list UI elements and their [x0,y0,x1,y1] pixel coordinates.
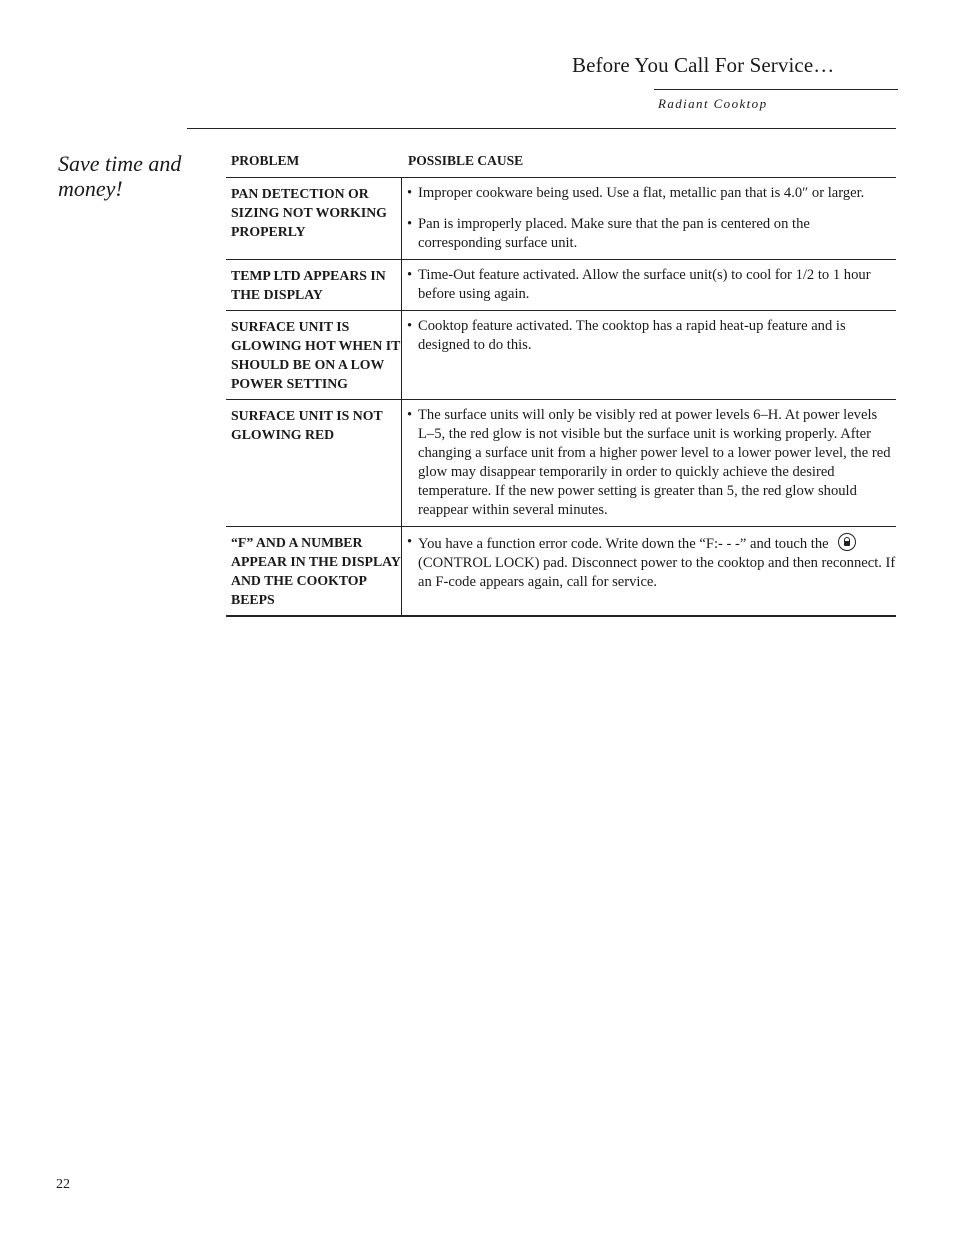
troubleshooting-table [226,151,896,617]
cause-item: • Cooktop feature activated. The cooktop has a rapid heat-up feature and is designed to do this. [407,317,896,355]
cause-cell [402,178,896,259]
cause-cell [402,311,896,399]
problem-cell: “F” AND A NUMBER APPEAR IN THE DISPLAY AND THE COOKTOP BEEPS [226,527,402,615]
cause-cell [402,400,896,526]
table-header [226,151,896,178]
table-row [226,311,896,400]
column-header-cause: POSSIBLE CAUSE [408,153,524,168]
cause-item [407,533,896,592]
problem-cell: TEMP LTD APPEARS IN THE DISPLAY [226,260,402,310]
header-divider [654,89,898,90]
section-divider [187,128,896,129]
problem-cell: SURFACE UNIT IS NOT GLOWING RED [226,400,402,526]
problem-cell: PAN DETECTION OR SIZING NOT WORKING PROPERLY [226,178,402,259]
cause-item: • The surface units will only be visibly red at power levels 6–H. At power levels L–5, the red glow is not visible but the surface unit is working properly. After changing a surface unit from a higher power level to a lower power level, the red glow may disappear temporarily in order to quickly achieve the desired temperature. If the new power setting is greater than 5, the red glow should reappear within several minutes. [407,406,896,520]
page-header-subtitle: Radiant Cooktop [658,96,768,111]
table-row [226,527,896,617]
cause-cell [402,260,896,310]
page-number: 22 [56,1177,70,1192]
cause-text-before-icon: You have a function error code. Write down the “F:- - -” and touch the [418,536,829,552]
cause-item: • Improper cookware being used. Use a flat, metallic pan that is 4.0″ or larger. [407,184,896,203]
cause-text-after-icon: (CONTROL LOCK) pad. Disconnect power to the cooktop and then reconnect. If an F-code appears again, call for service. [418,555,896,590]
table-row [226,400,896,527]
table-row [226,260,896,311]
table-row [226,178,896,260]
cause-item: • Pan is improperly placed. Make sure that the pan is centered on the corresponding surface unit. [407,215,896,253]
lock-icon [838,533,856,551]
sidebar-heading: Save time and money! [58,151,182,201]
cause-cell [402,527,896,615]
column-header-problem: PROBLEM [231,153,300,168]
cause-item: • Time-Out feature activated. Allow the surface unit(s) to cool for 1/2 to 1 hour before using again. [407,266,896,304]
problem-cell: SURFACE UNIT IS GLOWING HOT WHEN IT SHOULD BE ON A LOW POWER SETTING [226,311,402,399]
page-header-title: Before You Call For Service… [572,53,835,77]
